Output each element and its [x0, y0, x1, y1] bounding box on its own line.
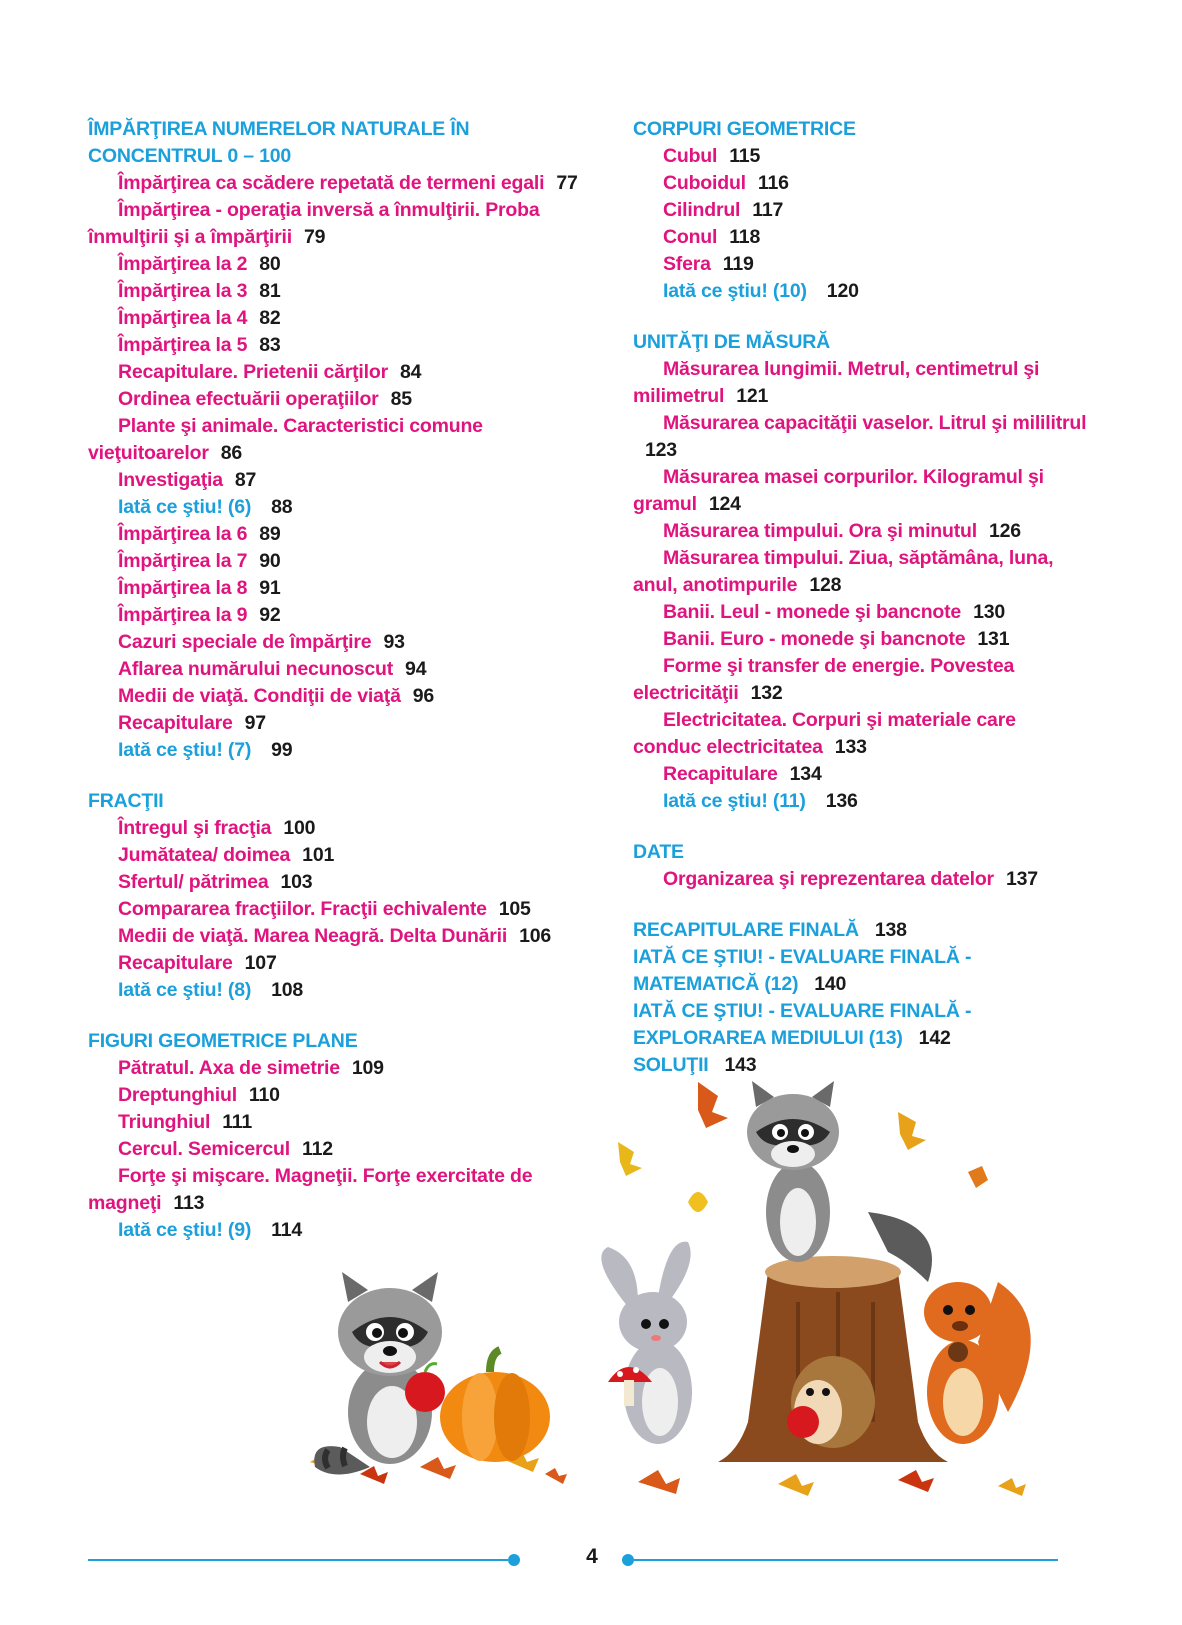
section-heading: FIGURI GEOMETRICE PLANE — [88, 1030, 358, 1052]
entry-title: Recapitulare — [663, 763, 778, 785]
entry-title: Medii de viaţă. Marea Neagră. Delta Dunării — [118, 925, 508, 947]
toc-entry — [88, 197, 588, 251]
entry-title: Măsurarea capacităţii vaselor. Litrul şi mililitrul — [663, 412, 1087, 434]
entry-title: Sfera — [663, 253, 711, 275]
entry-page: 99 — [271, 739, 293, 761]
entry-page: 113 — [173, 1192, 205, 1214]
entry-page: 77 — [556, 172, 578, 194]
entry-title: Recapitulare — [118, 952, 233, 974]
toc-entry — [633, 464, 1088, 518]
toc-entry — [88, 629, 588, 656]
entry-page: 82 — [259, 307, 281, 329]
entry-title: Cubul — [663, 145, 718, 167]
toc-right-column — [633, 116, 1088, 1103]
entry-title: Banii. Leul - monede şi bancnote — [663, 601, 962, 623]
entry-page: 126 — [988, 520, 1021, 542]
toc-entry — [633, 518, 1088, 545]
toc-section — [633, 917, 1088, 1079]
toc-entry — [88, 1055, 588, 1082]
entry-page: 94 — [405, 658, 427, 680]
toc-entry — [88, 737, 588, 764]
section-heading: DATE — [633, 841, 684, 863]
entry-title: Iată ce ştiu! (7) — [118, 739, 252, 761]
entry-page: 137 — [1005, 868, 1038, 890]
toc-entry — [88, 1163, 588, 1217]
entry-title: Măsurarea lungimii. Metrul, centimetrul şi milimetrul — [633, 358, 1040, 407]
entry-page: 81 — [259, 280, 281, 302]
section-heading — [633, 998, 1088, 1052]
entry-title: Investigaţia — [118, 469, 223, 491]
toc-entry — [633, 761, 1088, 788]
toc-entry — [88, 467, 588, 494]
toc-entry — [88, 656, 588, 683]
entry-page: 136 — [825, 790, 858, 812]
entry-title: Forme şi transfer de energie. Povestea electricităţii — [633, 655, 1015, 704]
entry-title: Iată ce ştiu! (6) — [118, 496, 252, 518]
footer-dot-right — [622, 1554, 634, 1566]
section-heading — [633, 917, 1088, 944]
page-number: 143 — [724, 1054, 757, 1076]
toc-entry — [88, 548, 588, 575]
toc-section — [88, 1028, 588, 1244]
toc-entry — [88, 359, 588, 386]
entry-title: Împărţirea la 6 — [118, 523, 248, 545]
entry-page: 114 — [271, 1219, 302, 1241]
entry-page: 80 — [259, 253, 281, 275]
toc-section — [633, 329, 1088, 815]
entry-title: Iată ce ştiu! (11) — [663, 790, 806, 812]
heading-text: IATĂ CE ŞTIU! - EVALUARE FINALĂ - MATEMATICĂ (12) — [633, 946, 972, 995]
entry-title: Măsurarea timpului. Ziua, săptămâna, luna, anul, anotimpurile — [633, 547, 1054, 596]
toc-entry — [88, 950, 588, 977]
entry-title: Iată ce ştiu! (10) — [663, 280, 807, 302]
toc-left-column — [88, 116, 588, 1268]
heading-text: SOLUŢII — [633, 1054, 709, 1076]
entry-title: Jumătatea/ doimea — [118, 844, 291, 866]
entry-title: Banii. Euro - monede şi bancnote — [663, 628, 966, 650]
entry-title: Plante şi animale. Caracteristici comune vieţuitoarelor — [88, 415, 483, 464]
entry-page: 124 — [708, 493, 741, 515]
toc-entry — [633, 143, 1088, 170]
toc-entry — [88, 278, 588, 305]
toc-entry — [88, 896, 588, 923]
toc-entry — [88, 305, 588, 332]
page-number: 142 — [918, 1027, 951, 1049]
entry-title: Triunghiul — [118, 1111, 211, 1133]
entry-page: 88 — [271, 496, 293, 518]
entry-page: 130 — [973, 601, 1005, 623]
entry-title: Împărţirea la 5 — [118, 334, 248, 356]
entry-title: Cuboidul — [663, 172, 746, 194]
entry-page: 119 — [722, 253, 754, 275]
toc-entry — [88, 332, 588, 359]
entry-title: Iată ce ştiu! (9) — [118, 1219, 252, 1241]
entry-page: 101 — [302, 844, 335, 866]
toc-entry — [88, 710, 588, 737]
toc-entry — [633, 251, 1088, 278]
footer-line-left — [88, 1559, 508, 1561]
entry-page: 117 — [752, 199, 784, 221]
toc-section — [88, 788, 588, 1004]
entry-title: Dreptunghiul — [118, 1084, 237, 1106]
entry-title: Recapitulare — [118, 712, 233, 734]
toc-entry — [633, 278, 1088, 305]
entry-page: 120 — [826, 280, 859, 302]
entry-title: Cilindrul — [663, 199, 741, 221]
entry-page: 121 — [736, 385, 769, 407]
toc-entry — [88, 413, 588, 467]
entry-page: 85 — [390, 388, 412, 410]
toc-entry — [88, 815, 588, 842]
toc-entry — [88, 251, 588, 278]
entry-title: Împărţirea ca scădere repetată de termeni egali — [118, 172, 545, 194]
toc-entry — [633, 410, 1088, 464]
page-number: 138 — [874, 919, 907, 941]
entry-title: Măsurarea timpului. Ora şi minutul — [663, 520, 977, 542]
entry-page: 110 — [248, 1084, 280, 1106]
toc-entry — [88, 575, 588, 602]
section-heading: FRACŢII — [88, 790, 164, 812]
toc-entry — [88, 1082, 588, 1109]
entry-title: Iată ce ştiu! (8) — [118, 979, 252, 1001]
toc-entry — [88, 683, 588, 710]
toc-entry — [88, 977, 588, 1004]
section-heading: ÎMPĂRŢIREA NUMERELOR NATURALE ÎN CONCENTRUL 0 – 100 — [88, 118, 470, 167]
entry-page: 86 — [220, 442, 243, 464]
entry-title: Ordinea efectuării operaţiilor — [118, 388, 379, 410]
entry-page: 97 — [244, 712, 266, 734]
toc-entry — [88, 1217, 588, 1244]
entry-page: 128 — [809, 574, 842, 596]
entry-page: 106 — [519, 925, 552, 947]
toc-entry — [88, 386, 588, 413]
toc-entry — [88, 494, 588, 521]
entry-page: 112 — [302, 1138, 333, 1160]
entry-page: 93 — [383, 631, 405, 653]
entry-title: Electricitatea. Corpuri şi materiale care conduc electricitatea — [633, 709, 1016, 758]
toc-entry — [633, 170, 1088, 197]
toc-entry — [633, 356, 1088, 410]
entry-page: 132 — [750, 682, 783, 704]
entry-page: 118 — [729, 226, 761, 248]
entry-page: 105 — [498, 898, 531, 920]
entry-title: Întregul şi fracţia — [118, 817, 272, 839]
page-number: 4 — [586, 1545, 598, 1568]
entry-page: 115 — [729, 145, 761, 167]
entry-title: Împărţirea la 8 — [118, 577, 248, 599]
toc-entry — [633, 626, 1088, 653]
toc-entry — [633, 545, 1088, 599]
entry-page: 116 — [757, 172, 789, 194]
toc-entry — [88, 842, 588, 869]
toc-entry — [88, 602, 588, 629]
heading-text: IATĂ CE ŞTIU! - EVALUARE FINALĂ - EXPLORAREA MEDIULUI (13) — [633, 1000, 972, 1049]
entry-title: Medii de viaţă. Condiţii de viaţă — [118, 685, 401, 707]
entry-page: 103 — [280, 871, 313, 893]
entry-page: 133 — [834, 736, 867, 758]
toc-entry — [88, 521, 588, 548]
entry-page: 87 — [234, 469, 257, 491]
toc-entry — [633, 788, 1088, 815]
entry-title: Împărţirea la 2 — [118, 253, 248, 275]
entry-page: 79 — [303, 226, 326, 248]
toc-entry — [88, 869, 588, 896]
entry-title: Recapitulare. Prietenii cărţilor — [118, 361, 388, 383]
entry-page: 92 — [259, 604, 281, 626]
entry-title: Împărţirea la 4 — [118, 307, 248, 329]
section-heading: UNITĂŢI DE MĂSURĂ — [633, 331, 831, 353]
entry-page: 100 — [283, 817, 316, 839]
section-heading — [633, 944, 1088, 998]
entry-page: 84 — [399, 361, 422, 383]
entry-page: 91 — [259, 577, 281, 599]
page-number: 140 — [814, 973, 847, 995]
entry-page: 107 — [244, 952, 277, 974]
toc-entry — [88, 1109, 588, 1136]
entry-title: Cercul. Semicercul — [118, 1138, 290, 1160]
entry-page: 96 — [412, 685, 435, 707]
entry-title: Aflarea numărului necunoscut — [118, 658, 394, 680]
entry-title: Cazuri speciale de împărţire — [118, 631, 372, 653]
entry-page: 109 — [351, 1057, 384, 1079]
toc-entry — [633, 599, 1088, 626]
entry-title: Sfertul/ pătrimea — [118, 871, 269, 893]
entry-title: Împărţirea la 3 — [118, 280, 248, 302]
toc-section — [88, 116, 588, 764]
toc-entry — [633, 866, 1088, 893]
toc-section — [633, 839, 1088, 893]
entry-page: 90 — [259, 550, 281, 572]
entry-page: 108 — [271, 979, 304, 1001]
toc-section — [633, 116, 1088, 305]
heading-text: RECAPITULARE FINALĂ — [633, 919, 859, 941]
footer-line-right — [634, 1559, 1058, 1561]
entry-page: 111 — [222, 1111, 253, 1133]
entry-page: 131 — [977, 628, 1010, 650]
entry-title: Organizarea şi reprezentarea datelor — [663, 868, 994, 890]
toc-entry — [633, 197, 1088, 224]
entry-title: Forţe şi mişcare. Magneţii. Forţe exercitate de magneţi — [88, 1165, 533, 1214]
entry-page: 83 — [259, 334, 281, 356]
entry-title: Pătratul. Axa de simetrie — [118, 1057, 340, 1079]
footer-dot-left — [508, 1554, 520, 1566]
entry-title: Împărţirea la 7 — [118, 550, 248, 572]
toc-entry — [88, 170, 588, 197]
entry-page: 123 — [645, 439, 677, 461]
forest-animals-illustration — [598, 1062, 1038, 1502]
toc-entry — [633, 224, 1088, 251]
entry-title: Împărţirea la 9 — [118, 604, 248, 626]
raccoon-pumpkin-illustration — [300, 1262, 570, 1492]
entry-title: Compararea fracţiilor. Fracţii echivalente — [118, 898, 487, 920]
toc-entry — [88, 1136, 588, 1163]
entry-title: Conul — [663, 226, 718, 248]
toc-entry — [633, 653, 1088, 707]
entry-page: 134 — [789, 763, 822, 785]
entry-title: Măsurarea masei corpurilor. Kilogramul şi gramul — [633, 466, 1044, 515]
entry-title: Împărţirea - operaţia inversă a înmulţirii. Proba înmulţirii şi a împărţirii — [88, 199, 540, 248]
section-heading: CORPURI GEOMETRICE — [633, 118, 856, 140]
toc-entry — [88, 923, 588, 950]
entry-page: 89 — [259, 523, 281, 545]
toc-entry — [633, 707, 1088, 761]
